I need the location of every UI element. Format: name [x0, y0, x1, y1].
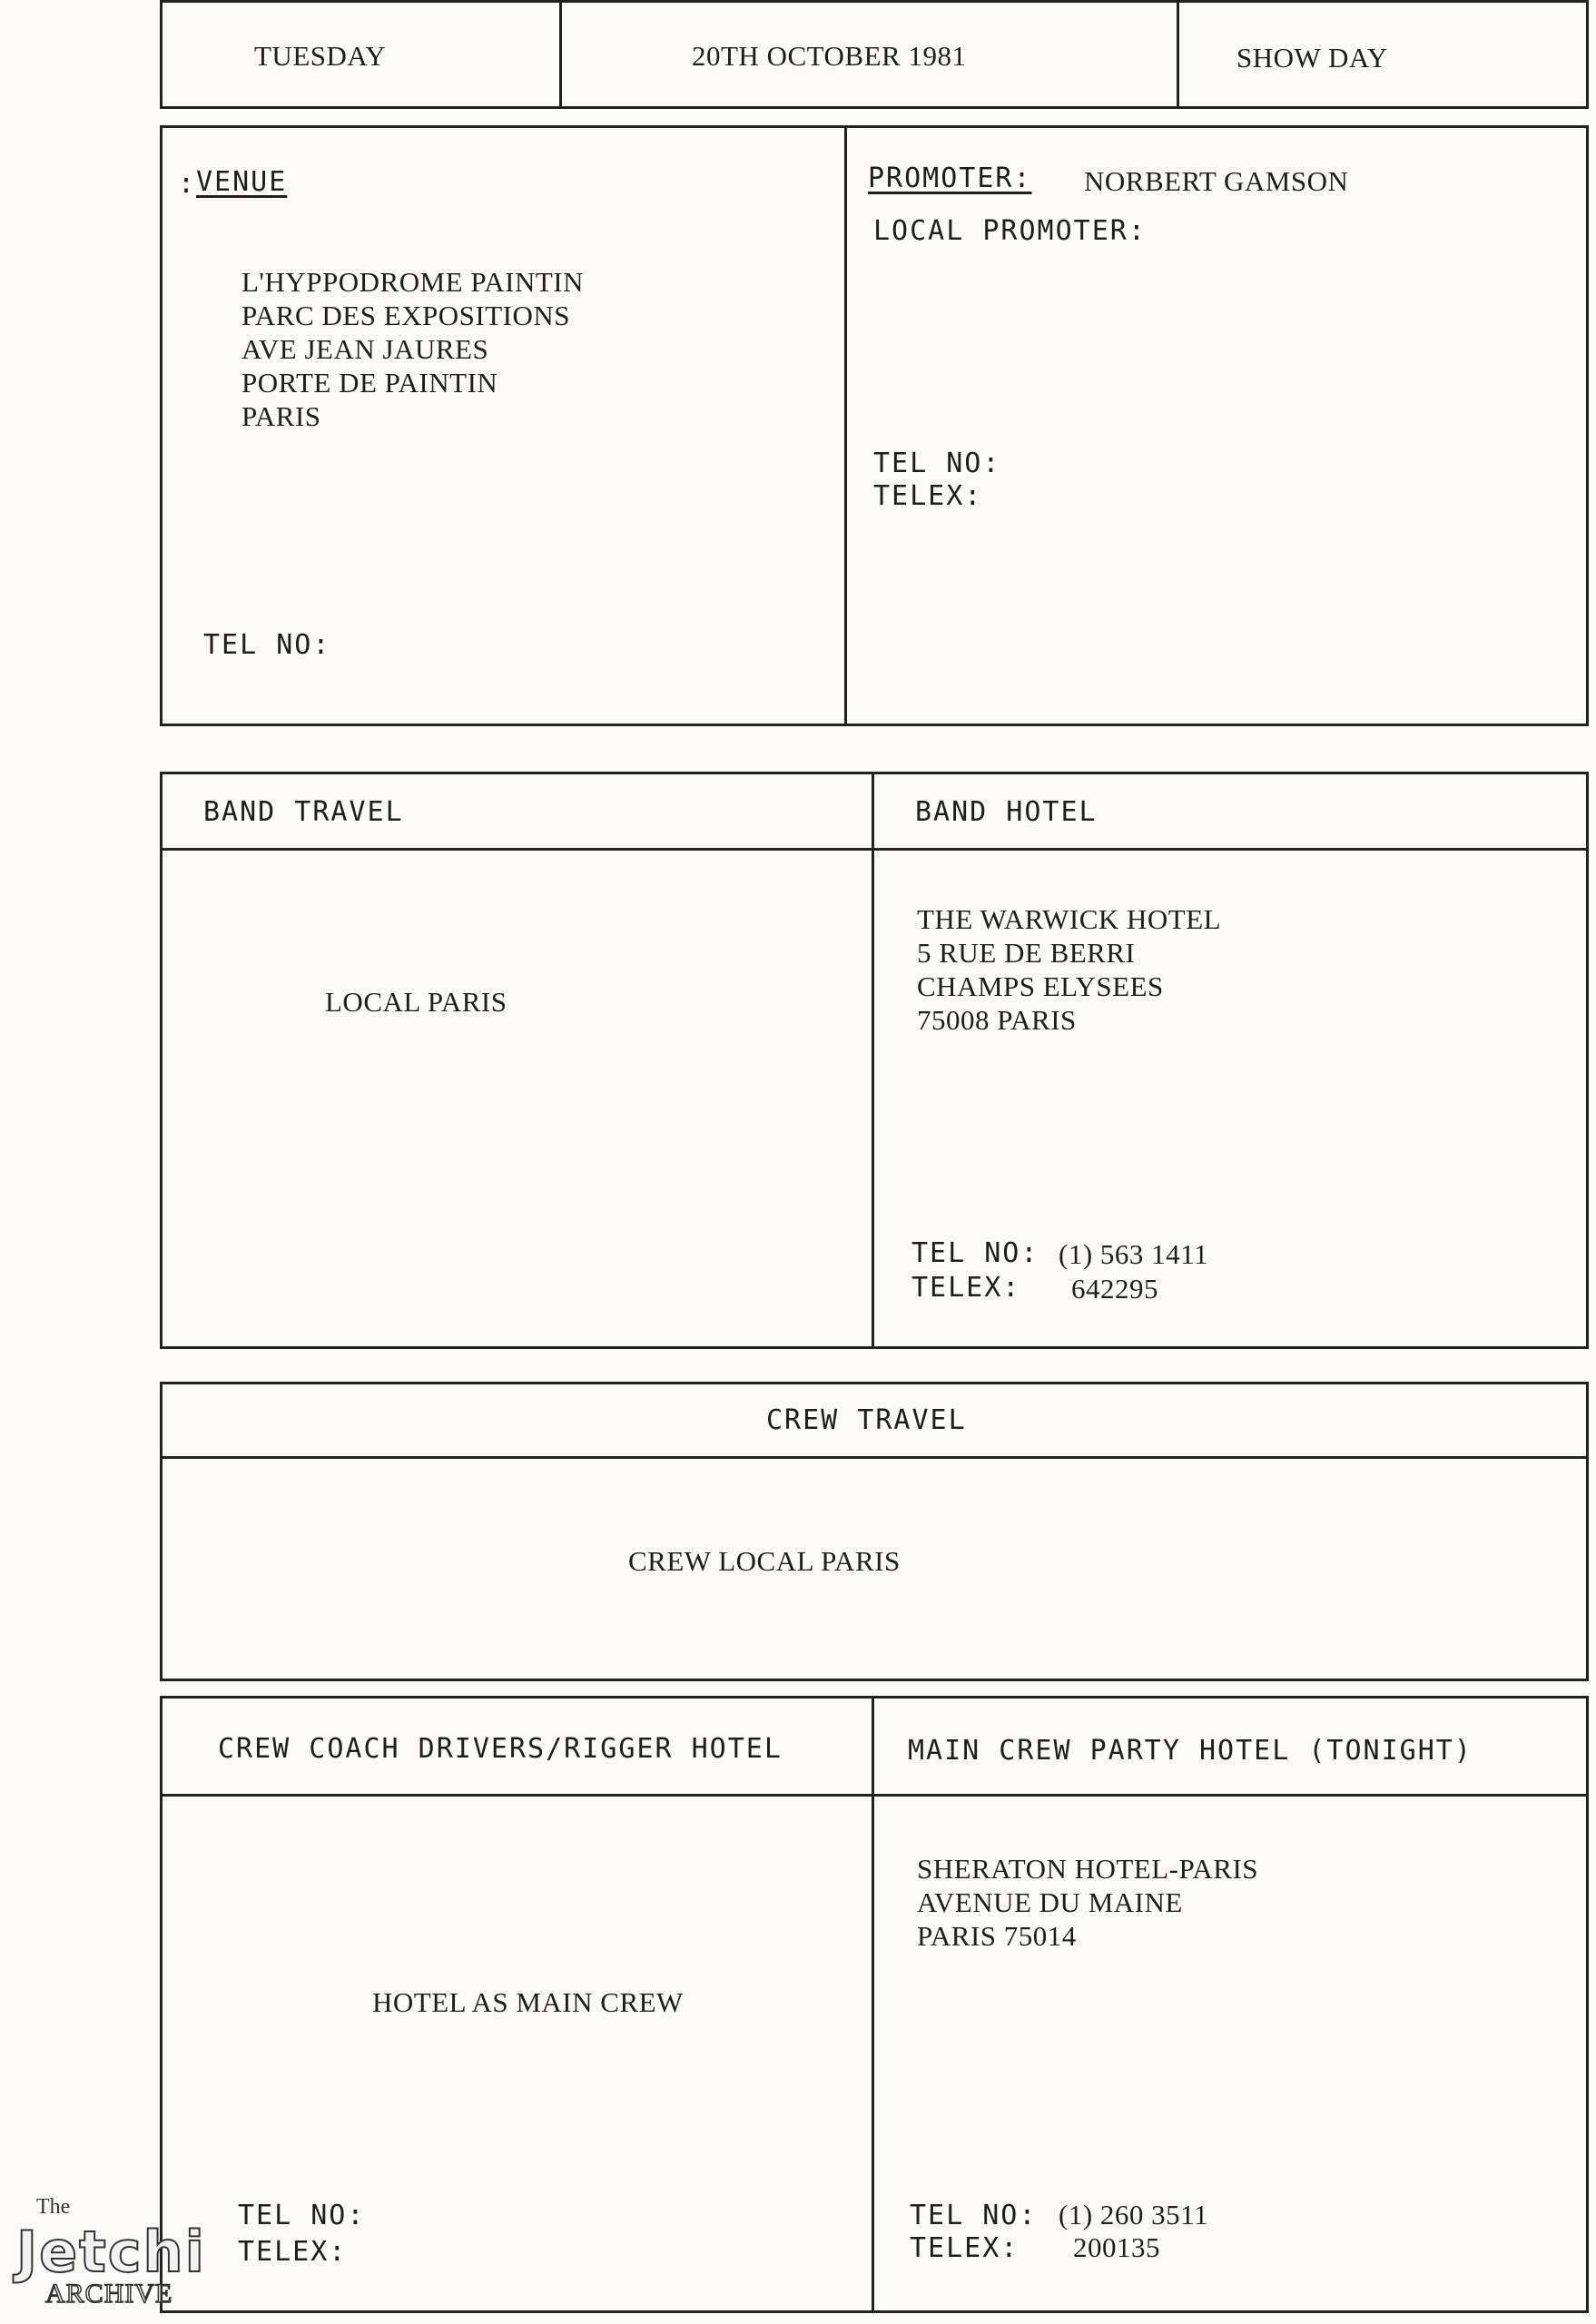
crew-travel-header-rule [160, 1456, 1589, 1459]
venue-label: VENUE [196, 166, 288, 198]
main-crew-hotel-address-line: PARIS 75014 [917, 1920, 1077, 1952]
venue-address-line: PARIS [241, 400, 321, 432]
main-crew-telex-value: 200135 [1073, 2231, 1160, 2263]
band-hotel-address-line: CHAMPS ELYSEES [917, 970, 1164, 1002]
venue-address-line: L'HYPPODROME PAINTIN [241, 266, 585, 298]
band-hotel-label: BAND HOTEL [915, 796, 1098, 828]
header-divider-1 [559, 0, 562, 109]
header-day-type: SHOW DAY [1236, 42, 1388, 74]
main-crew-hotel-address [917, 1852, 1258, 1953]
band-hotel-address-line: 5 RUE DE BERRI [917, 937, 1136, 969]
crew-coach-telex-label: TELEX: [238, 2236, 348, 2268]
header-day: TUESDAY [254, 40, 387, 72]
crew-travel-label: CREW TRAVEL [766, 1404, 967, 1436]
band-travel-value: LOCAL PARIS [325, 986, 507, 1018]
promoter-label: PROMOTER: [868, 162, 1032, 194]
venue-address-line: AVE JEAN JAURES [241, 333, 489, 365]
band-hotel-address-line: 75008 PARIS [917, 1004, 1077, 1036]
header-divider-2 [1177, 0, 1179, 109]
header-date: 20TH OCTOBER 1981 [692, 40, 967, 72]
venue-address-line: PORTE DE PAINTIN [241, 367, 498, 399]
venue-address [241, 265, 584, 433]
band-header-rule [160, 848, 1589, 851]
band-divider [872, 772, 874, 1349]
band-hotel-address [917, 902, 1221, 1037]
promoter-telex-label: TELEX: [873, 480, 983, 512]
main-crew-hotel-label: MAIN CREW PARTY HOTEL (TONIGHT) [908, 1735, 1473, 1767]
band-travel-label: BAND TRAVEL [203, 796, 404, 828]
watermark-archive: ARCHIVE [45, 2279, 173, 2309]
crew-coach-hotel-value: HOTEL AS MAIN CREW [372, 1986, 684, 2018]
crew-coach-tel-label: TEL NO: [238, 2200, 366, 2231]
local-promoter-label: LOCAL PROMOTER: [873, 215, 1147, 247]
band-hotel-tel-label: TEL NO: [911, 1237, 1039, 1269]
band-hotel-address-line: THE WARWICK HOTEL [917, 903, 1222, 935]
promoter-name: NORBERT GAMSON [1084, 165, 1349, 197]
crew-hotels-divider [872, 1696, 874, 2313]
promoter-tel-label: TEL NO: [873, 448, 1001, 479]
crew-travel-value: CREW LOCAL PARIS [628, 1545, 901, 1577]
venue-promoter-divider [844, 125, 847, 726]
band-hotel-telex-value: 642295 [1071, 1273, 1158, 1305]
main-crew-telex-label: TELEX: [910, 2232, 1020, 2264]
main-crew-tel-label: TEL NO: [910, 2200, 1038, 2231]
main-crew-hotel-address-line: SHERATON HOTEL-PARIS [917, 1853, 1259, 1885]
venue-tel-label: TEL NO: [203, 629, 331, 661]
band-section [160, 772, 1589, 1349]
crew-hotels-header-rule [160, 1794, 1589, 1797]
main-crew-tel-value: (1) 260 3511 [1059, 2199, 1208, 2230]
watermark-the: The [36, 2195, 71, 2219]
venue-prefix: : [178, 168, 197, 200]
main-crew-hotel-address-line: AVENUE DU MAINE [917, 1886, 1183, 1918]
venue-address-line: PARC DES EXPOSITIONS [241, 300, 570, 331]
crew-coach-hotel-label: CREW COACH DRIVERS/RIGGER HOTEL [218, 1733, 783, 1765]
band-hotel-tel-value: (1) 563 1411 [1059, 1238, 1208, 1270]
archive-watermark [16, 2195, 207, 2309]
band-hotel-telex-label: TELEX: [911, 1272, 1021, 1304]
watermark-logo: Jetchi [16, 2219, 206, 2285]
